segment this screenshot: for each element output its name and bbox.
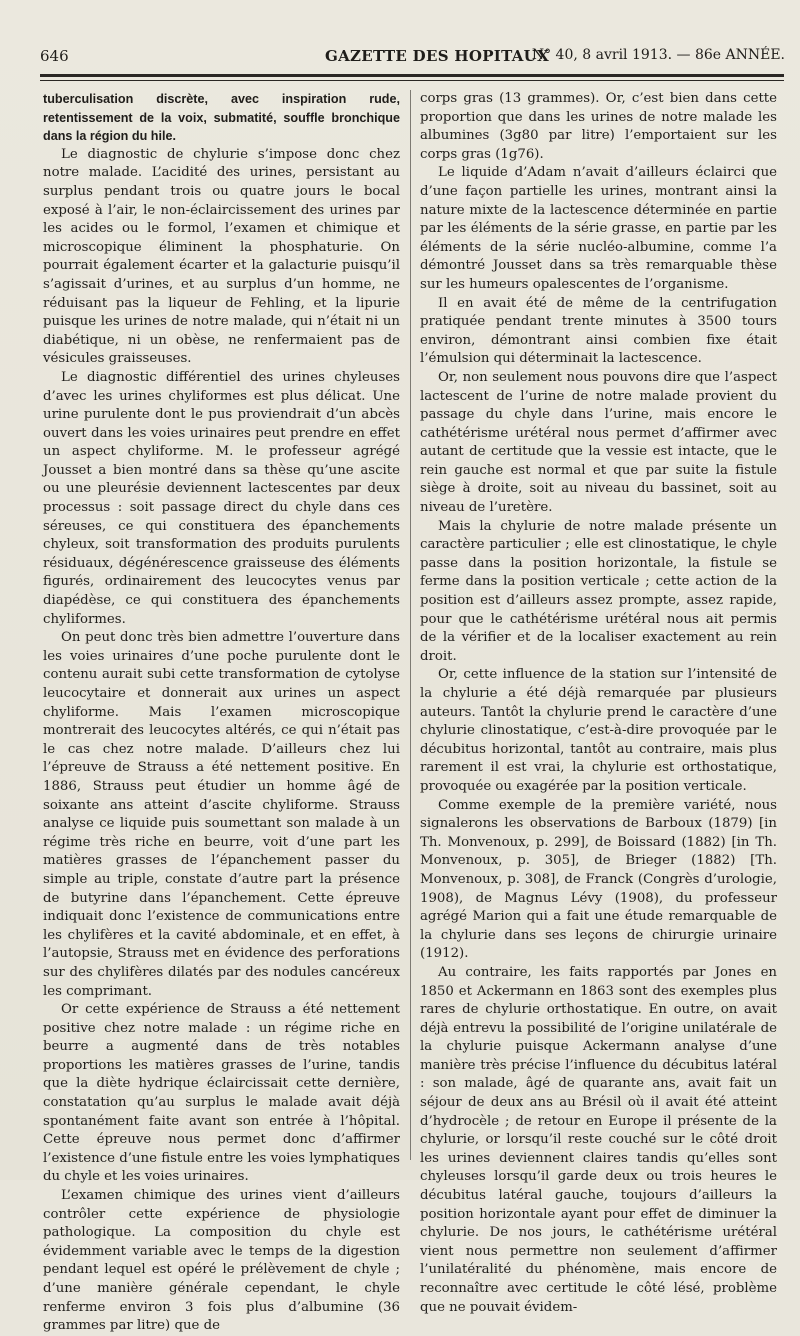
publication-title: GAZETTE DES HOPITAUX bbox=[325, 47, 550, 65]
paragraph: L’examen chimique des urines vient d’ailleurs contrôler cette expérience de physiologie pathologique. La composition du chyle est évidemment variable avec le temps de la digestion pendant lequel est opéré le prélèvement de chyle ; d’une manière générale cependant, le chyle renferme environ 3 fois plus d’albumine (36 grammes par litre) que de bbox=[43, 1188, 400, 1334]
paragraph: Mais la chylurie de notre malade présente un caractère particulier ; elle est clinostatique, le chyle passe dans la position horizontale, la fistule se ferme dans la position verticale ; cette action de la position est d’ailleurs assez prompte, assez rapide, pour que le cathétérisme urétéral nous ait permis de la vérifier et de la localiser exactement au rein droit. bbox=[420, 518, 777, 664]
paragraph: Or, cette influence de la station sur l’intensité de la chylurie a été déjà remarquée par plusieurs auteurs. Tantôt la chylurie prend le caractère d’une chylurie clinostatique, c’est-à-dire provoquée par le décubitus horizontal, tantôt au contraire, mais plus rarement il est vrai, la chylurie est orthostatique, provoquée ou exagérée par la position verticale. bbox=[420, 667, 777, 794]
lead-paragraph: tuberculisation discrète, avec inspiration rude, retentissement de la voix, submatité, souffle bronchique dans la région du hile. bbox=[43, 92, 400, 144]
column-divider bbox=[410, 90, 411, 1160]
paragraph: Au contraire, les faits rapportés par Jones en 1850 et Ackermann en 1863 sont des exemples plus rares de chylurie orthostatique. En outre, on avait déjà entrevu la possibilité de l’origine unilatérale de la chylurie puisque Ackermann analyse d’une manière très précise l’influence du décubitus latéral : son malade, âgé de quarante ans, avait fait un séjour de deux ans au Brésil où il avait été atteint d’hydrocèle ; de retour en Europe il présente de la chylurie, or lorsqu’il reste couché sur le côté droit les urines deviennent claires tandis qu’elles sont chyleuses lorsqu’il garde deux ou trois heures le décubitus latéral gauche, toujours d’ailleurs la position horizontale ayant pour effet de diminuer la chylurie. De nos jours, le cathétérisme urétéral vient nous permettre non seulement d’affirmer l’unilatéralité du phénomène, mais encore de reconnaître avec certitude le côté lésé, problème que ne pouvait évidem- bbox=[420, 964, 777, 1315]
paragraph: Comme exemple de la première variété, nous signalerons les observations de Barboux (1879) [in Th. Monvenoux, p. 299], de Boissard (1882) [in Th. Monvenoux, p. 305], de Brieger (1882) [Th. Monvenoux, p. 308], de Franck (Congrès d’urologie, 1908), de Magnus Lévy (1908), du professeur agrégé Marion qui a fait une étude remarquable de la chylurie dans ses leçons de chirurgie urinaire (1912). bbox=[420, 797, 777, 962]
paragraph: Or, non seulement nous pouvons dire que l’aspect lactescent de l’urine de notre malade provient du passage du chyle dans l’urine, mais encore le cathétérisme urétéral nous permet d’affirmer avec autant de certitude que la vessie est intacte, que le rein gauche est normal et que par suite la fistule siège à droite, soit au niveau du bassinet, soit au niveau de l’uretère. bbox=[420, 369, 777, 516]
paragraph: Le liquide d’Adam n’avait d’ailleurs éclairci que d’une façon partielle les urines, montrant ainsi la nature mixte de la lactescence déterminée en partie par les éléments de la série grasse, en partie par les éléments de la série nucléo-albumine, comme l’a démontré Jousset dans sa très remarquable thèse sur les humeurs opalescentes de l’organisme. bbox=[420, 165, 777, 292]
paragraph: Le diagnostic différentiel des urines chyleuses d’avec les urines chyliformes est plus délicat. Une urine purulente dont le pus proviendrait d’un abcès ouvert dans les voies urinaires peut prendre en effet un aspect chyliforme. M. le professeur agrégé Jousset a bien montré dans sa thèse qu’une ascite ou une pleurésie deviennent lactescentes par deux processus : soit passage direct du chyle dans ces séreuses, ce qui constituera des épanchements chyleux, soit transformation des produits purulents résiduaux, dégénérescence graisseuse des éléments figurés, ordinairement des leucocytes venus par diapédèse, ce qui constituera des épanchements chyliformes. bbox=[43, 369, 400, 627]
left-column bbox=[43, 90, 400, 1336]
paragraph: On peut donc très bien admettre l’ouverture dans les voies urinaires d’une poche purulente dont le contenu aurait subi cette transformation de cytolyse leucocytaire et donnerait aux urines un aspect chyliforme. Mais l’examen microscopique montrerait des leucocytes altérés, ce qui n’était pas le cas chez notre malade. D’ailleurs chez lui l’épreuve de Strauss a été nettement positive. En 1886, Strauss peut étudier un homme âgé de soixante ans atteint d’ascite chyliforme. Strauss analyse ce liquide puis soumettant son malade à un régime très riche en beurre, voit d’une part les matières grasses de l’épanchement passer du simple au triple, constate d’autre part la présence de butyrine dans l’épanchement. Cette épreuve indiquait donc l’existence de communications entre les chylifères et la cavité abdominale, et en effet, à l’autopsie, Strauss met en évidence des perforations sur des chylifères dilatés par des nodules cancéreux les comprimant. bbox=[43, 630, 400, 999]
issue-info: N° 40, 8 avril 1913. — 86e ANNÉE. bbox=[531, 47, 785, 63]
paragraph: Or cette expérience de Strauss a été nettement positive chez notre malade : un régime riche en beurre a augmenté dans de très notables proportions les matières grasses de l’urine, tandis que la diète hydrique éclaircissait cette dernière, constatation qu’au surplus le malade avait déjà spontanément faite avant son entrée à l’hôpital. Cette épreuve nous permet donc d’affirmer l’existence d’une fistule entre les voies lymphatiques du chyle et les voies urinaires. bbox=[43, 1002, 400, 1185]
right-column bbox=[420, 90, 777, 1317]
paragraph: corps gras (13 grammes). Or, c’est bien dans cette proportion que dans les urines de notre malade les albumines (3g80 par litre) l’emportaient sur les corps gras (1g76). bbox=[420, 91, 777, 162]
paragraph: Il en avait été de même de la centrifugation pratiquée pendant trente minutes à 3500 tours environ, démontrant ainsi combien fixe était l’émulsion qui déterminait la lactescence. bbox=[420, 295, 777, 367]
page-header bbox=[40, 47, 785, 69]
header-rule-thick bbox=[40, 74, 784, 77]
header-rule-thin bbox=[40, 80, 784, 81]
paragraph: Le diagnostic de chylurie s’impose donc chez notre malade. L’acidité des urines, persistant au surplus pendant trois ou quatre jours le bocal exposé à l’air, le non-éclaircissement des urines par les acides ou le formol, l’examen et chimique et microscopique éliminent la phosphaturie. On pourrait également écarter et la galacturie puisqu’il s’agissait d’urines, et au surplus d’un homme, ne réduisant pas la liqueur de Fehling, et la lipurie puisque les urines de notre malade, qui n’était ni un diabétique, ni un obèse, ne renfermaient pas de vésicules graisseuses. bbox=[43, 146, 400, 367]
page-number: 646 bbox=[40, 47, 69, 65]
